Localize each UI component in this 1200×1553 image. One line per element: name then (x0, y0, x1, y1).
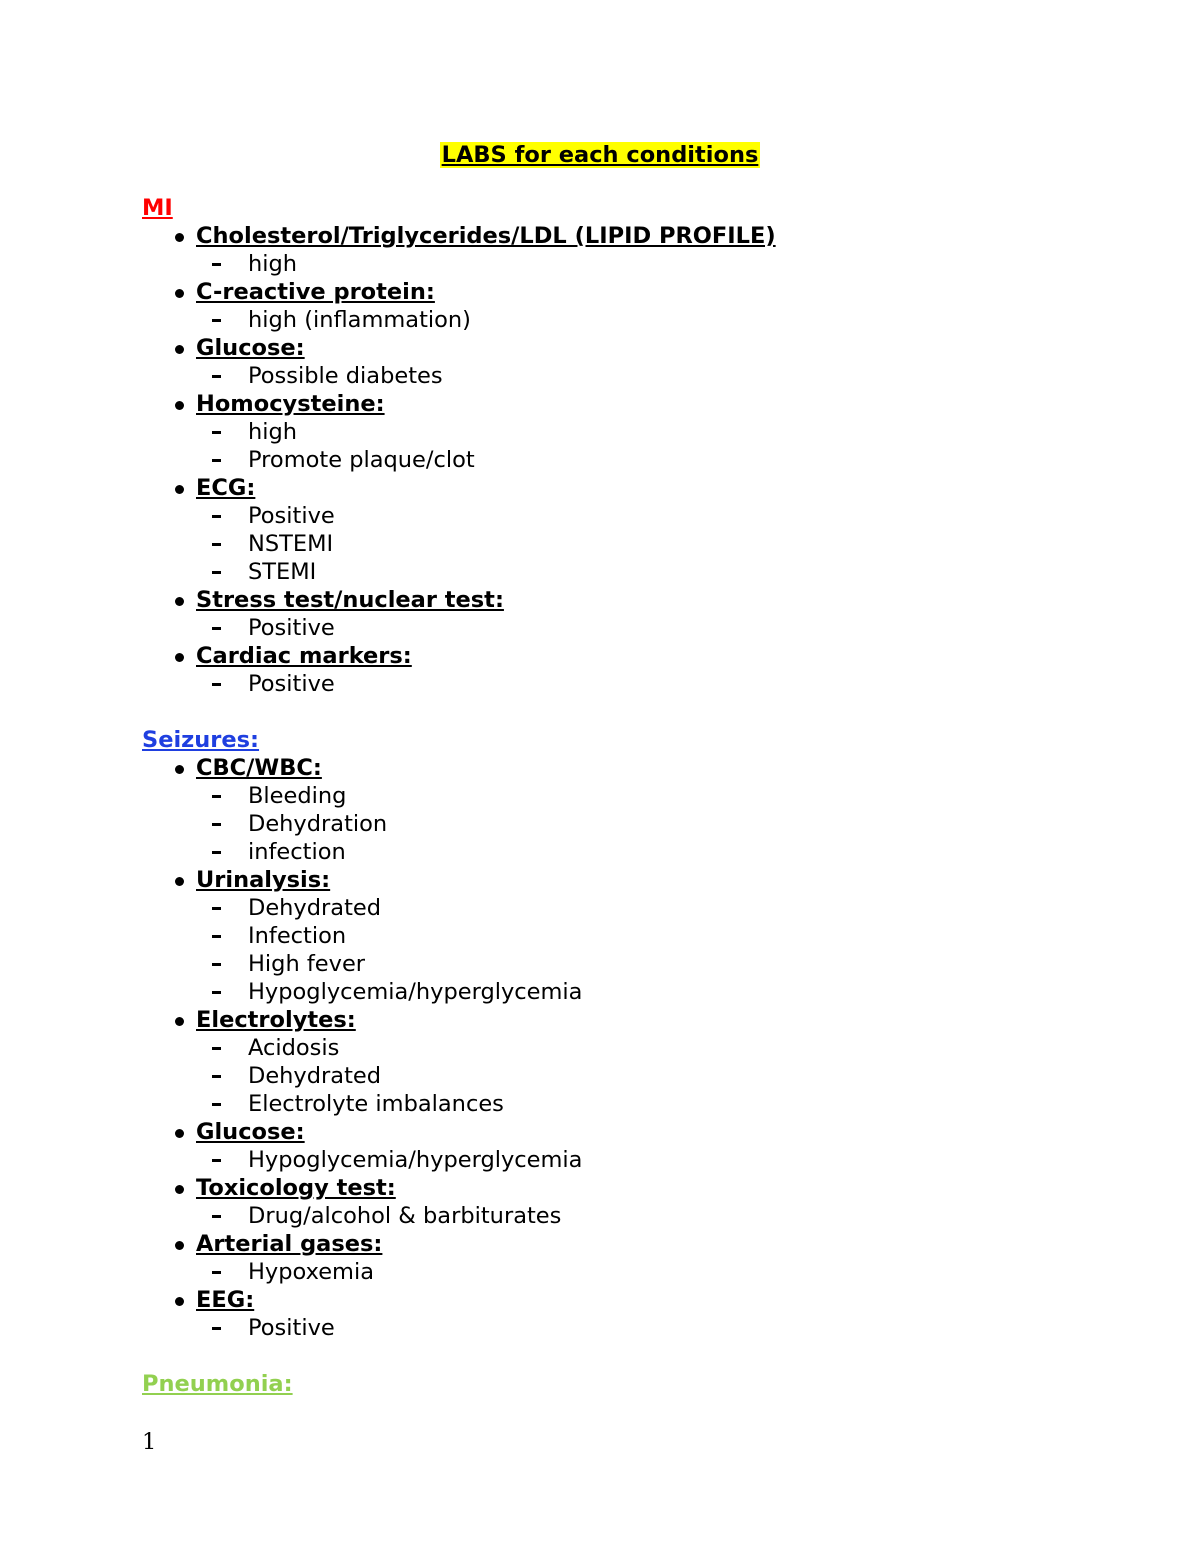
finding-item (142, 1062, 1140, 1090)
finding-item (142, 558, 1140, 586)
finding-text: Positive (248, 503, 335, 529)
dash-icon (212, 1103, 221, 1106)
test-item (142, 474, 1140, 502)
finding-text: high (248, 251, 298, 277)
bullet-icon (175, 597, 184, 606)
finding-item (142, 950, 1140, 978)
finding-item (142, 446, 1140, 474)
dash-icon (212, 1215, 221, 1218)
finding-text: Possible diabetes (248, 363, 443, 389)
page-title-text: LABS for each conditions (441, 142, 759, 168)
dash-icon (212, 543, 221, 546)
finding-text: Hypoglycemia/hyperglycemia (248, 1147, 583, 1173)
finding-item (142, 250, 1140, 278)
finding-text: Drug/alcohol & barbiturates (248, 1203, 562, 1229)
dash-icon (212, 431, 221, 434)
finding-text: Electrolyte imbalances (248, 1091, 504, 1117)
dash-icon (212, 991, 221, 994)
section-heading: MI (142, 195, 173, 221)
finding-item (142, 810, 1140, 838)
test-label: Glucose: (196, 1119, 305, 1145)
finding-item (142, 502, 1140, 530)
finding-item (142, 614, 1140, 642)
test-item (142, 1230, 1140, 1258)
page-title (0, 139, 1200, 171)
finding-text: NSTEMI (248, 531, 334, 557)
finding-text: Acidosis (248, 1035, 340, 1061)
dash-icon (212, 1075, 221, 1078)
test-label: ECG: (196, 475, 256, 501)
test-item (142, 1006, 1140, 1034)
finding-item (142, 1146, 1140, 1174)
finding-text: Dehydrated (248, 895, 382, 921)
finding-text: Hypoglycemia/hyperglycemia (248, 979, 583, 1005)
finding-text: infection (248, 839, 346, 865)
bullet-icon (175, 1241, 184, 1250)
bullet-icon (175, 233, 184, 242)
bullet-icon (175, 401, 184, 410)
finding-item (142, 1202, 1140, 1230)
finding-text: high (inflammation) (248, 307, 471, 333)
section-heading: Seizures: (142, 727, 260, 753)
finding-item (142, 1034, 1140, 1062)
finding-text: Infection (248, 923, 347, 949)
finding-text: Positive (248, 671, 335, 697)
bullet-icon (175, 1129, 184, 1138)
finding-item (142, 838, 1140, 866)
finding-text: Positive (248, 615, 335, 641)
test-item (142, 1174, 1140, 1202)
finding-text: High fever (248, 951, 366, 977)
test-item (142, 586, 1140, 614)
bullet-icon (175, 1297, 184, 1306)
finding-item (142, 894, 1140, 922)
test-item (142, 334, 1140, 362)
section (142, 194, 1140, 698)
test-label: Glucose: (196, 335, 305, 361)
dash-icon (212, 1271, 221, 1274)
bullet-icon (175, 289, 184, 298)
dash-icon (212, 823, 221, 826)
dash-icon (212, 1047, 221, 1050)
dash-icon (212, 683, 221, 686)
test-label: Stress test/nuclear test: (196, 587, 504, 613)
test-item (142, 866, 1140, 894)
bullet-icon (175, 1185, 184, 1194)
finding-item (142, 922, 1140, 950)
dash-icon (212, 963, 221, 966)
document-body (142, 194, 1140, 1426)
finding-item (142, 1314, 1140, 1342)
bullet-icon (175, 1017, 184, 1026)
finding-item (142, 1258, 1140, 1286)
dash-icon (212, 515, 221, 518)
bullet-icon (175, 877, 184, 886)
finding-text: Positive (248, 1315, 335, 1341)
dash-icon (212, 263, 221, 266)
finding-item (142, 530, 1140, 558)
finding-text: Hypoxemia (248, 1259, 375, 1285)
test-label: Homocysteine: (196, 391, 385, 417)
dash-icon (212, 319, 221, 322)
test-label: EEG: (196, 1287, 255, 1313)
test-label: Urinalysis: (196, 867, 331, 893)
finding-item (142, 782, 1140, 810)
finding-item (142, 306, 1140, 334)
dash-icon (212, 795, 221, 798)
finding-text: Promote plaque/clot (248, 447, 475, 473)
finding-text: high (248, 419, 298, 445)
bullet-icon (175, 653, 184, 662)
finding-text: Dehydrated (248, 1063, 382, 1089)
finding-text: Dehydration (248, 811, 388, 837)
finding-text: STEMI (248, 559, 317, 585)
dash-icon (212, 627, 221, 630)
test-item (142, 1286, 1140, 1314)
bullet-icon (175, 765, 184, 774)
finding-item (142, 978, 1140, 1006)
dash-icon (212, 459, 221, 462)
test-item (142, 390, 1140, 418)
finding-item (142, 362, 1140, 390)
section-heading: Pneumonia: (142, 1371, 293, 1397)
finding-item (142, 670, 1140, 698)
test-label: Electrolytes: (196, 1007, 356, 1033)
finding-text: Bleeding (248, 783, 347, 809)
dash-icon (212, 571, 221, 574)
test-item (142, 222, 1140, 250)
bullet-icon (175, 485, 184, 494)
test-label: Arterial gases: (196, 1231, 383, 1257)
bullet-icon (175, 345, 184, 354)
test-item (142, 278, 1140, 306)
test-label: CBC/WBC: (196, 755, 322, 781)
test-label: Toxicology test: (196, 1175, 396, 1201)
dash-icon (212, 935, 221, 938)
finding-item (142, 418, 1140, 446)
dash-icon (212, 1159, 221, 1162)
test-label: C-reactive protein: (196, 279, 435, 305)
test-label: Cardiac markers: (196, 643, 412, 669)
dash-icon (212, 907, 221, 910)
finding-item (142, 1090, 1140, 1118)
test-label: Cholesterol/Triglycerides/LDL (LIPID PROFILE) (196, 223, 776, 249)
section (142, 726, 1140, 1342)
test-item (142, 642, 1140, 670)
dash-icon (212, 851, 221, 854)
page-number: 1 (142, 1429, 157, 1455)
test-item (142, 754, 1140, 782)
dash-icon (212, 1327, 221, 1330)
test-item (142, 1118, 1140, 1146)
dash-icon (212, 375, 221, 378)
section (142, 1370, 1140, 1398)
